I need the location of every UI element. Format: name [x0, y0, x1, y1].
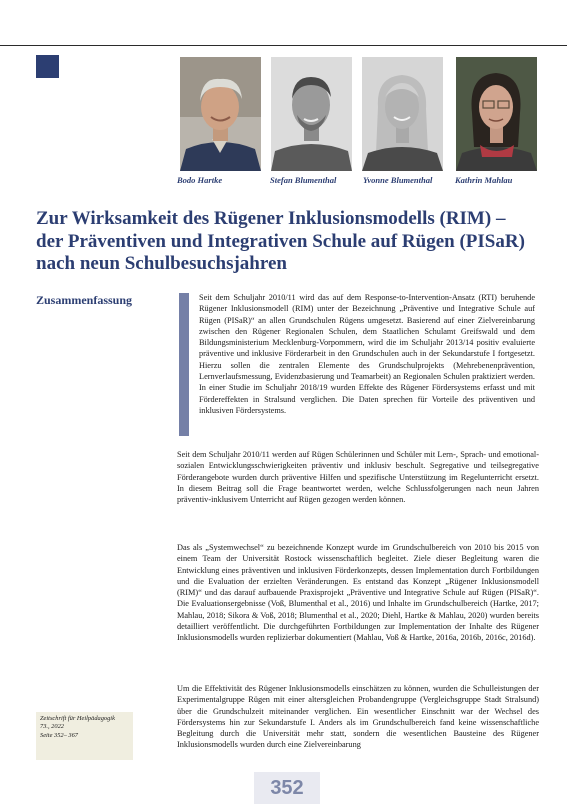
summary-heading: Zusammenfassung — [36, 293, 133, 307]
journal-info-box — [36, 712, 133, 760]
body-paragraph-2: Das als „Systemwechsel“ zu bezeichnende Konzept wurde im Grundschulbereich von 2010 bis 2015 von einem Team der Universität Rostock wissenschaftlich begleitet. Ziele dieser Begleitung waren die Entwicklung eines präventiven und inklusiven Förderkonzepts, dessen Implementation durch Fortbildungen und die Evaluation der erzielten Veränderungen. Es entstand das Konzept „Rügener Inklusionsmodell (RIM)“ und das darauf aufbauende Praxisprojekt „Präventive und Integrative Schule auf Rügen (PISaR)“. Die Evaluationsergebnisse (Voß, Blumenthal et al., 2016) und Inhalte im Grundschulbereich (Hartke, 2017; Mahlau, 2018; Sikora & Voß, 2018; Blumenthal et al., 2020; Diehl, Hartke & Mahlau, 2020) wurden bereits detailliert veröffentlicht. Die durchgeführten Fortbildungen zur Implementation der Inhalte des Rügener Inklusionsmodells wurden replizierbar dokumentiert (Mahlau, Voß & Hartke, 2016a, 2016b, 2016c, 2016d). — [177, 543, 539, 643]
author-name-3: Yvonne Blumenthal — [363, 175, 433, 185]
author-photo-bodo-hartke — [180, 57, 261, 171]
body-paragraph-1: Seit dem Schuljahr 2010/11 werden auf Rügen Schülerinnen und Schüler mit Lern-, Sprach- und emotional-sozialen Entwicklungsschwierigkeiten präventiv und inklusiv beschult. Segregative und teilsegregative Förderangebote wurden durch präventive Hilfen und spezifische Unterstützung im Regelunterricht ersetzt. In diesem Beitrag soll die Frage beantwortet werden, welche Schlussfolgerungen nach neun Jahren präventiv-inklusivem Unterricht auf Rügen gezogen werden können. — [177, 450, 539, 505]
author-photo-yvonne-blumenthal — [362, 57, 443, 171]
journal-name: Zeitschrift für Heilpädagogik — [40, 715, 115, 722]
author-name-1: Bodo Hartke — [177, 175, 223, 185]
journal-volume: 73., 2022 — [40, 723, 64, 731]
abstract-text: Seit dem Schuljahr 2010/11 wird das auf dem Response-to-Intervention-Ansatz (RTI) beruhende Rügener Inklusionsmodell (RIM) unter der Bezeichnung „Präventive und Integrative Schule auf Rügen (PISaR)“ an allen Grundschulen Rügens umgesetzt. Basierend auf einer Zielvereinbarung zwischen den Rügener Regionalen Schulen, dem Staatlichen Schulamt Greifswald und dem Bildungsministerium Mecklenburg-Vorpommern, wird die im Schuljahr 2013/14 positiv evaluierte präventive und inklusive Förderarbeit in den Grundschulen auch in der Sekundarstufe I fortgesetzt. Hierzu sollen die zentralen Elemente des Grundschulprojekts (Mehrebenenprävention, Lernverlaufsmessung, Evidenzbasierung und Teamarbeit) an Regionalen Schulen praktiziert werden. In einer Studie im Schuljahr 2018/19 wurden Effekte des Rügener Fördersystems erfasst und mit Fördereffekten in Stralsund verglichen. Die Daten sprechen für Vorteile des präventiven und inklusiven Fördersystems. — [199, 293, 535, 415]
author-name-2: Stefan Blumenthal — [270, 175, 337, 185]
body-paragraph-3: Um die Effektivität des Rügener Inklusionsmodells einschätzen zu können, wurden die Schulleistungen der Experimentalgruppe Rügen mit einer altersgleichen Probandengruppe (Vergleichsgruppe Stadt Stralsund) über die Grundschulzeit miteinander verglichen. Ein wesentlicher Einschnitt war der Wechsel des Fördersystems hin zur Sekundarstufe I. Anders als im Grundschulbereich fand keine wissenschaftliche Begleitung durch die Universität mehr statt, sondern die wesentlichen Bausteine des Rügener Inklusionsmodells wurden durch eine Zielvereinbarung — [177, 684, 539, 750]
abstract-bar — [179, 293, 189, 436]
journal-pages: Seite 352– 367 — [40, 731, 78, 739]
top-rule — [0, 45, 567, 46]
author-photo-stefan-blumenthal — [271, 57, 352, 171]
page-number: 352 — [254, 772, 320, 804]
article-title: Zur Wirksamkeit des Rügener Inklusionsmodells (RIM) – der Präventiven und Integrativen Schule auf Rügen (PISaR) nach neun Schulbesuchsjahren — [36, 208, 525, 274]
section-marker-square — [36, 55, 59, 78]
author-photo-kathrin-mahlau — [456, 57, 537, 171]
author-name-4: Kathrin Mahlau — [455, 175, 513, 185]
